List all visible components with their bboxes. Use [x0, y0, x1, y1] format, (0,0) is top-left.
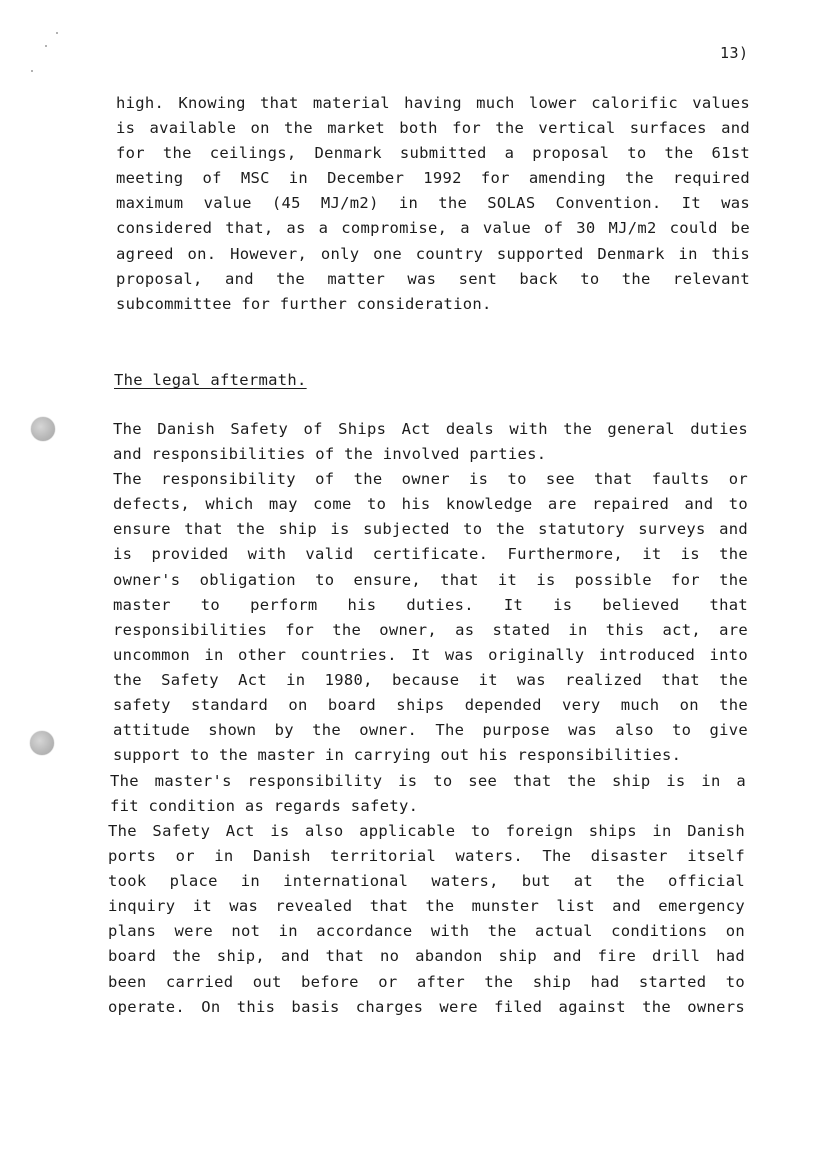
text-line: inquiry it was revealed that the munster list and emergency — [108, 897, 745, 916]
text-line: for the ceilings, Denmark submitted a proposal to the 61st — [116, 144, 750, 163]
text-line: is available on the market both for the vertical surfaces and — [116, 119, 750, 138]
paragraph-master-responsibility — [110, 769, 746, 819]
text-line: meeting of MSC in December 1992 for amending the required — [116, 169, 750, 188]
text-line: attitude shown by the owner. The purpose was also to give — [113, 721, 748, 740]
text-line: fit condition as regards safety. — [110, 797, 419, 816]
text-line: master to perform his duties. It is believed that — [113, 595, 748, 614]
punch-hole-icon — [31, 417, 55, 441]
text-line: and responsibilities of the involved parties. — [113, 445, 547, 464]
text-line: subcommittee for further consideration. — [116, 294, 492, 313]
text-line: ensure that the ship is subjected to the statutory surveys and — [113, 520, 748, 539]
text-line: the Safety Act in 1980, because it was realized that the — [113, 670, 748, 689]
scan-speck — [31, 70, 33, 72]
text-line: The Safety Act is also applicable to foreign ships in Danish — [108, 822, 745, 840]
text-line: operate. On this basis charges were filed against the owners — [108, 997, 745, 1016]
text-line: agreed on. However, only one country supported Denmark in this — [116, 244, 750, 263]
text-line: ports or in Danish territorial waters. The disaster itself — [108, 847, 745, 866]
text-line: proposal, and the matter was sent back to the relevant — [116, 269, 750, 288]
scan-speck — [45, 45, 47, 47]
paragraph-foreign-ships — [108, 819, 745, 1020]
text-line: is provided with valid certificate. Furthermore, it is the — [113, 545, 748, 564]
text-line: took place in international waters, but at the official — [108, 872, 745, 891]
paragraph-safety-act-duties — [113, 417, 748, 768]
paragraph-calorific-values — [116, 91, 750, 317]
text-line: The master's responsibility is to see that the ship is in a — [110, 772, 746, 790]
page-number: 13) — [720, 44, 749, 62]
text-line: The responsibility of the owner is to see that faults or — [113, 470, 748, 489]
section-heading: The legal aftermath. — [114, 371, 307, 389]
scan-speck — [56, 32, 58, 34]
text-line: plans were not in accordance with the actual conditions on — [108, 922, 745, 941]
text-line: The Danish Safety of Ships Act deals with the general duties — [113, 420, 748, 438]
text-line: defects, which may come to his knowledge are repaired and to — [113, 495, 748, 514]
text-line: high. Knowing that material having much lower calorific values — [116, 94, 750, 112]
text-line: maximum value (45 MJ/m2) in the SOLAS Convention. It was — [116, 194, 750, 213]
text-line: uncommon in other countries. It was originally introduced into — [113, 645, 748, 664]
text-line: safety standard on board ships depended very much on the — [113, 696, 748, 715]
text-line: owner's obligation to ensure, that it is possible for the — [113, 570, 748, 589]
text-line: support to the master in carrying out his responsibilities. — [113, 746, 682, 765]
text-line: considered that, as a compromise, a value of 30 MJ/m2 could be — [116, 219, 750, 238]
punch-hole-icon — [30, 731, 54, 755]
text-line: been carried out before or after the ship had started to — [108, 972, 745, 991]
text-line: responsibilities for the owner, as stated in this act, are — [113, 620, 748, 639]
text-line: board the ship, and that no abandon ship and fire drill had — [108, 947, 745, 966]
